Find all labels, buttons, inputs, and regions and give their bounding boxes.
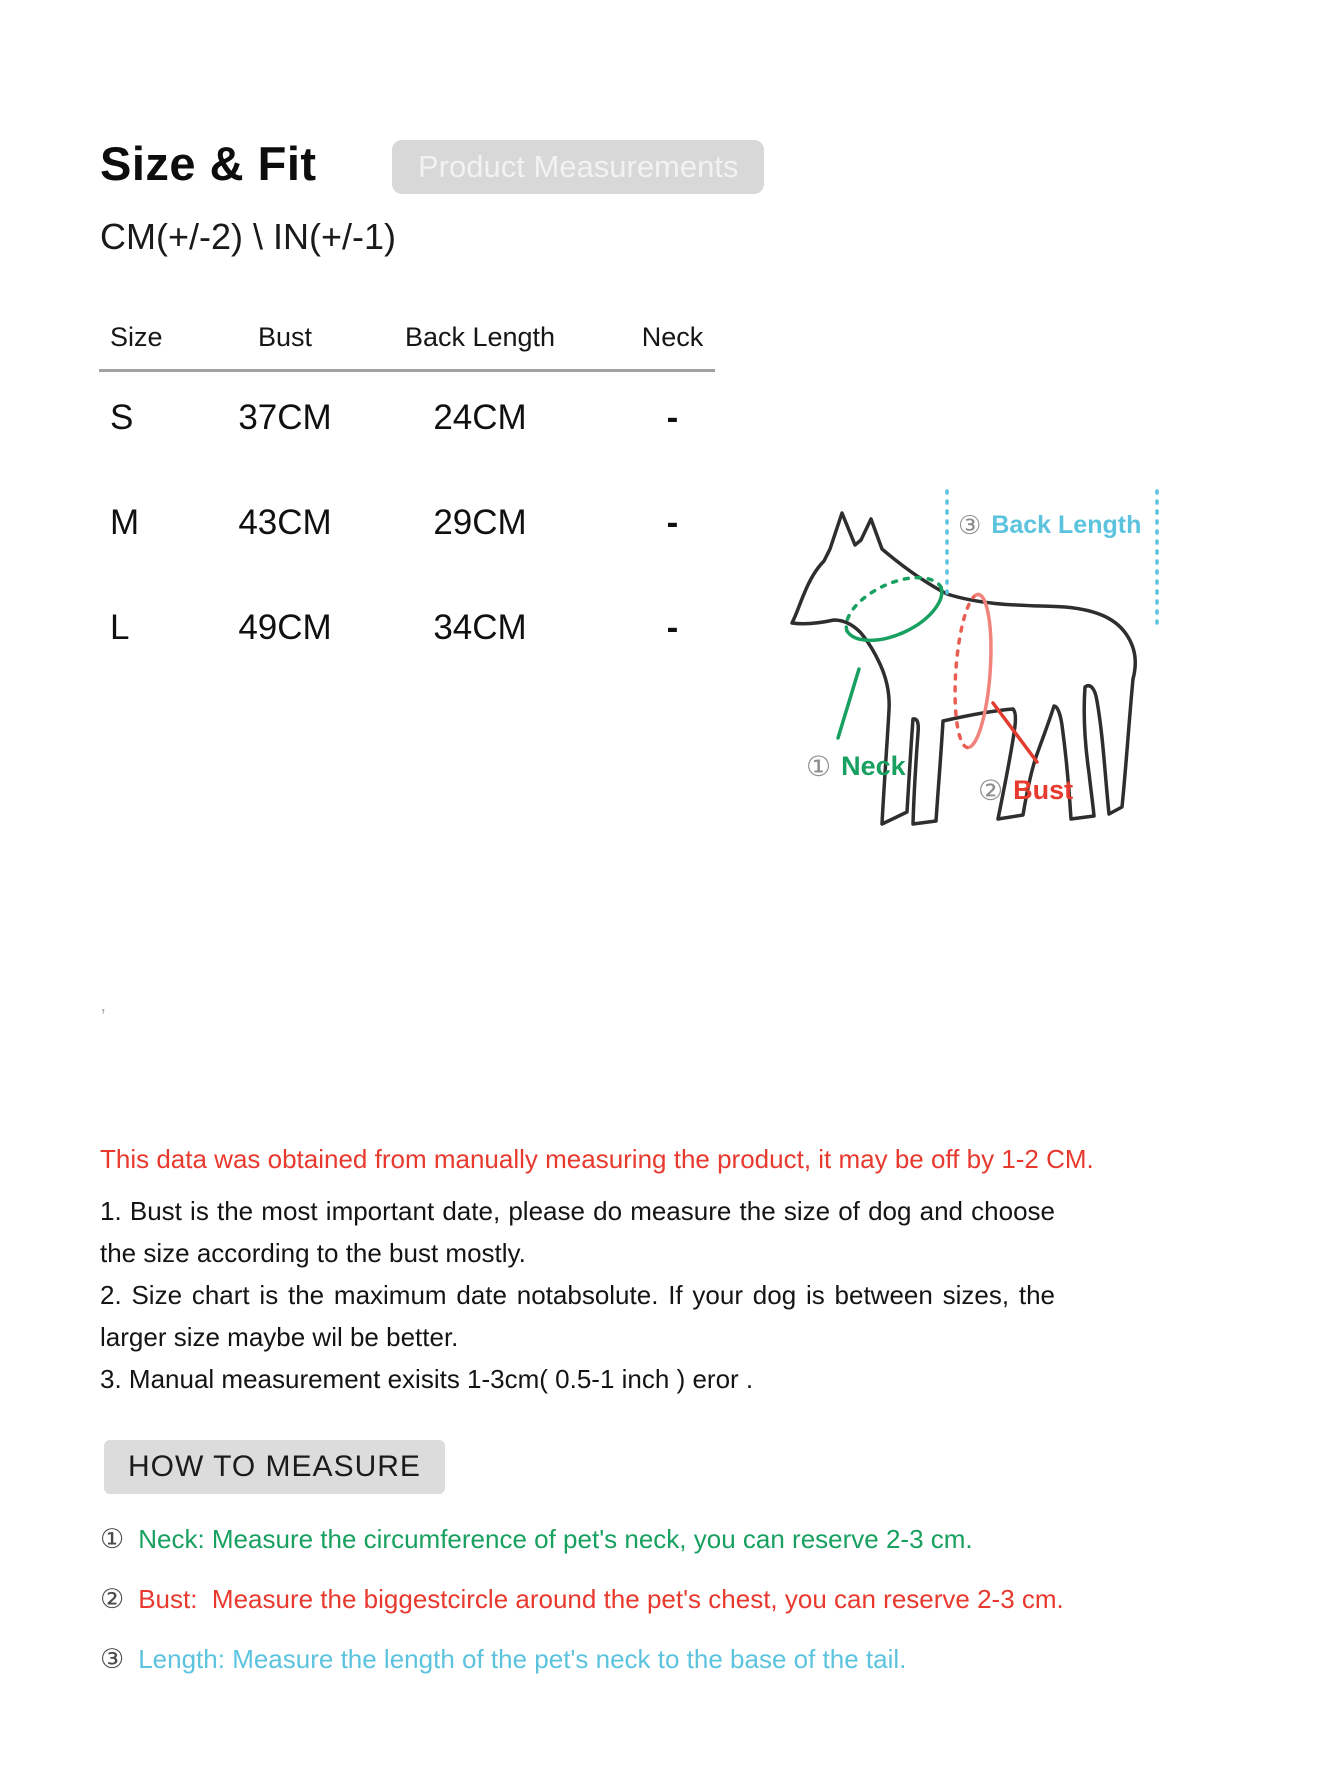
col-header-size: Size	[110, 322, 163, 352]
measurement-disclaimer: This data was obtained from manually measuring the product, it may be off by 1-2 CM.	[100, 1144, 1094, 1174]
back-length-label	[958, 510, 1141, 541]
how-to-measure-heading: HOW TO MEASURE	[104, 1440, 445, 1494]
col-header-neck: Neck	[641, 322, 704, 352]
product-measurements-badge: Product Measurements	[392, 140, 764, 194]
cell-bust: 37CM	[238, 398, 332, 437]
note-2: 2. Size chart is the maximum date notabsolute. If your dog is between sizes, the larger size maybe wil be better.	[100, 1280, 1055, 1352]
bust-ellipse-dashed	[955, 595, 976, 748]
neck-label-text: Neck	[841, 751, 906, 781]
measure-instruction-bust	[100, 1584, 1064, 1615]
bust-ellipse-solid	[970, 594, 991, 747]
cell-size: L	[110, 608, 130, 647]
cell-back-length: 29CM	[433, 503, 527, 542]
table-divider	[99, 369, 715, 372]
table-row	[100, 398, 765, 438]
circled-1-icon: ①	[100, 1524, 125, 1554]
measure-instruction-neck	[100, 1524, 973, 1555]
tolerance-note: CM(+/-2) \ IN(+/-1)	[100, 216, 397, 257]
cell-neck: -	[666, 608, 679, 647]
circled-2-icon: ②	[978, 775, 1004, 806]
measure-instruction-length	[100, 1644, 906, 1675]
neck-label	[806, 750, 906, 783]
table-row	[100, 608, 765, 648]
cell-size: S	[110, 398, 134, 437]
size-table-header	[100, 322, 765, 353]
col-header-back-length: Back Length	[404, 322, 556, 352]
cell-neck: -	[666, 398, 679, 437]
cell-back-length: 34CM	[433, 608, 527, 647]
cell-bust: 49CM	[238, 608, 332, 647]
cell-size: M	[110, 503, 140, 542]
circled-3-icon: ③	[100, 1644, 125, 1674]
neck-ellipse-dashed	[846, 578, 941, 631]
note-3: 3. Manual measurement exisits 1-3cm( 0.5-1 inch ) eror .	[100, 1364, 754, 1394]
circled-1-icon: ①	[806, 751, 832, 782]
note-1: 1. Bust is the most important date, please do measure the size of dog and choose the size according to the bust mostly.	[100, 1196, 1055, 1268]
cell-back-length: 24CM	[433, 398, 527, 437]
stray-mark: ’	[101, 1006, 106, 1028]
instruction-text: Neck: Measure the circumference of pet's neck, you can reserve 2-3 cm.	[138, 1524, 973, 1554]
page-title: Size & Fit	[100, 137, 317, 190]
instruction-text: Length: Measure the length of the pet's neck to the base of the tail.	[138, 1644, 907, 1674]
bust-label	[978, 774, 1073, 807]
instruction-text: Bust: Measure the biggestcircle around the pet's chest, you can reserve 2-3 cm.	[138, 1584, 1064, 1614]
circled-2-icon: ②	[100, 1584, 125, 1614]
circled-3-icon: ③	[958, 510, 982, 540]
col-header-bust: Bust	[257, 322, 313, 352]
cell-bust: 43CM	[238, 503, 332, 542]
notes-block	[100, 1190, 1055, 1400]
table-row	[100, 503, 765, 543]
cell-neck: -	[666, 503, 679, 542]
back-length-label-text: Back Length	[991, 511, 1142, 539]
dog-diagram	[680, 413, 1180, 838]
neck-pointer-line	[838, 669, 859, 738]
bust-label-text: Bust	[1013, 775, 1074, 805]
